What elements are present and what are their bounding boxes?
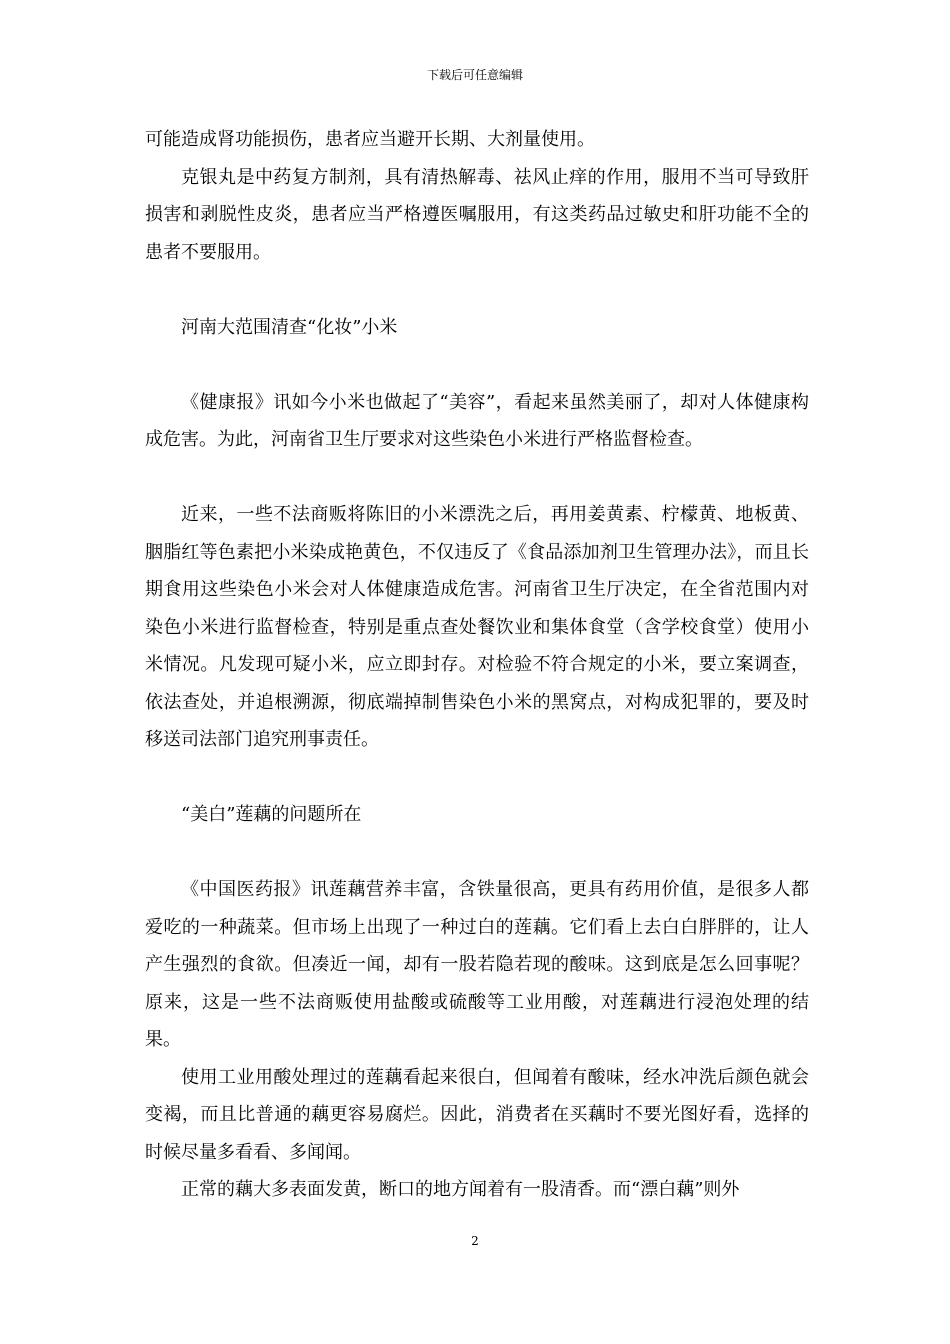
paragraph: 使用工业用酸处理过的莲藕看起来很白，但闻着有酸味，经水冲洗后颜色就会变褐，而且比普通的藕更容易腐烂。因此，消费者在买藕时不要光图好看，选择的时候尽量多看看、多闻闻。 (145, 1066, 809, 1163)
paragraph-spacer (145, 271, 809, 309)
paragraph: 近来，一些不法商贩将陈旧的小米漂洗之后，再用姜黄素、柠檬黄、地板黄、胭脂红等色素把小米染成艳黄色，不仅违反了《食品添加剂卫生管理办法》，而且长期食用这些染色小米会对人体健康造成危害。河南省卫生厅决定，在全省范围内对染色小米进行监督检查，特别是重点查处餐饮业和集体食堂（含学校食堂）使用小米情况。凡发现可疑小米，应立即封存。对检验不符合规定的小米，要立案调查，依法查处，并追根溯源，彻底端掉制售染色小米的黑窝点，对构成犯罪的，要及时移送司法部门追究刑事责任。 (145, 504, 809, 750)
page-header: 下载后可任意编辑 (426, 68, 523, 82)
paragraph-spacer (145, 459, 809, 497)
paragraph-spacer (145, 759, 809, 797)
paragraph-spacer (145, 346, 809, 384)
paragraph: 《中国医药报》讯莲藕营养丰富，含铁量很高，更具有药用价值，是很多人都爱吃的一种蔬菜。但市场上出现了一种过白的莲藕。它们看上去白白胖胖的，让人产生强烈的食欲。但凑近一闻，却有一股若隐若现的酸味。这到底是怎么回事呢？原来，这是一些不法商贩使用盐酸或硫酸等工业用酸，对莲藕进行浸泡处理的结果。 (145, 879, 809, 1050)
page-number: 2 (471, 1234, 479, 1248)
section-heading: “美白”莲藕的问题所在 (181, 804, 362, 825)
paragraph: 正常的藕大多表面发黄，断口的地方闻着有一股清香。而“漂白藕”则外 (181, 1179, 740, 1200)
section-heading: 河南大范围清查“化妆”小米 (181, 316, 398, 338)
paragraph: 可能造成肾功能损伤，患者应当避开长期、大剂量使用。 (145, 129, 595, 150)
document-body (145, 121, 809, 1209)
paragraph: 克银丸是中药复方制剂，具有清热解毒、祛风止痒的作用，服用不当可导致肝损害和剥脱性皮炎，患者应当严格遵医嘱服用，有这类药品过敏史和肝功能不全的患者不要服用。 (145, 166, 809, 263)
paragraph-spacer (145, 834, 809, 872)
paragraph: 《健康报》讯如今小米也做起了“美容”，看起来虽然美丽了，却对人体健康构成危害。为此，河南省卫生厅要求对这些染色小米进行严格监督检查。 (145, 391, 809, 450)
